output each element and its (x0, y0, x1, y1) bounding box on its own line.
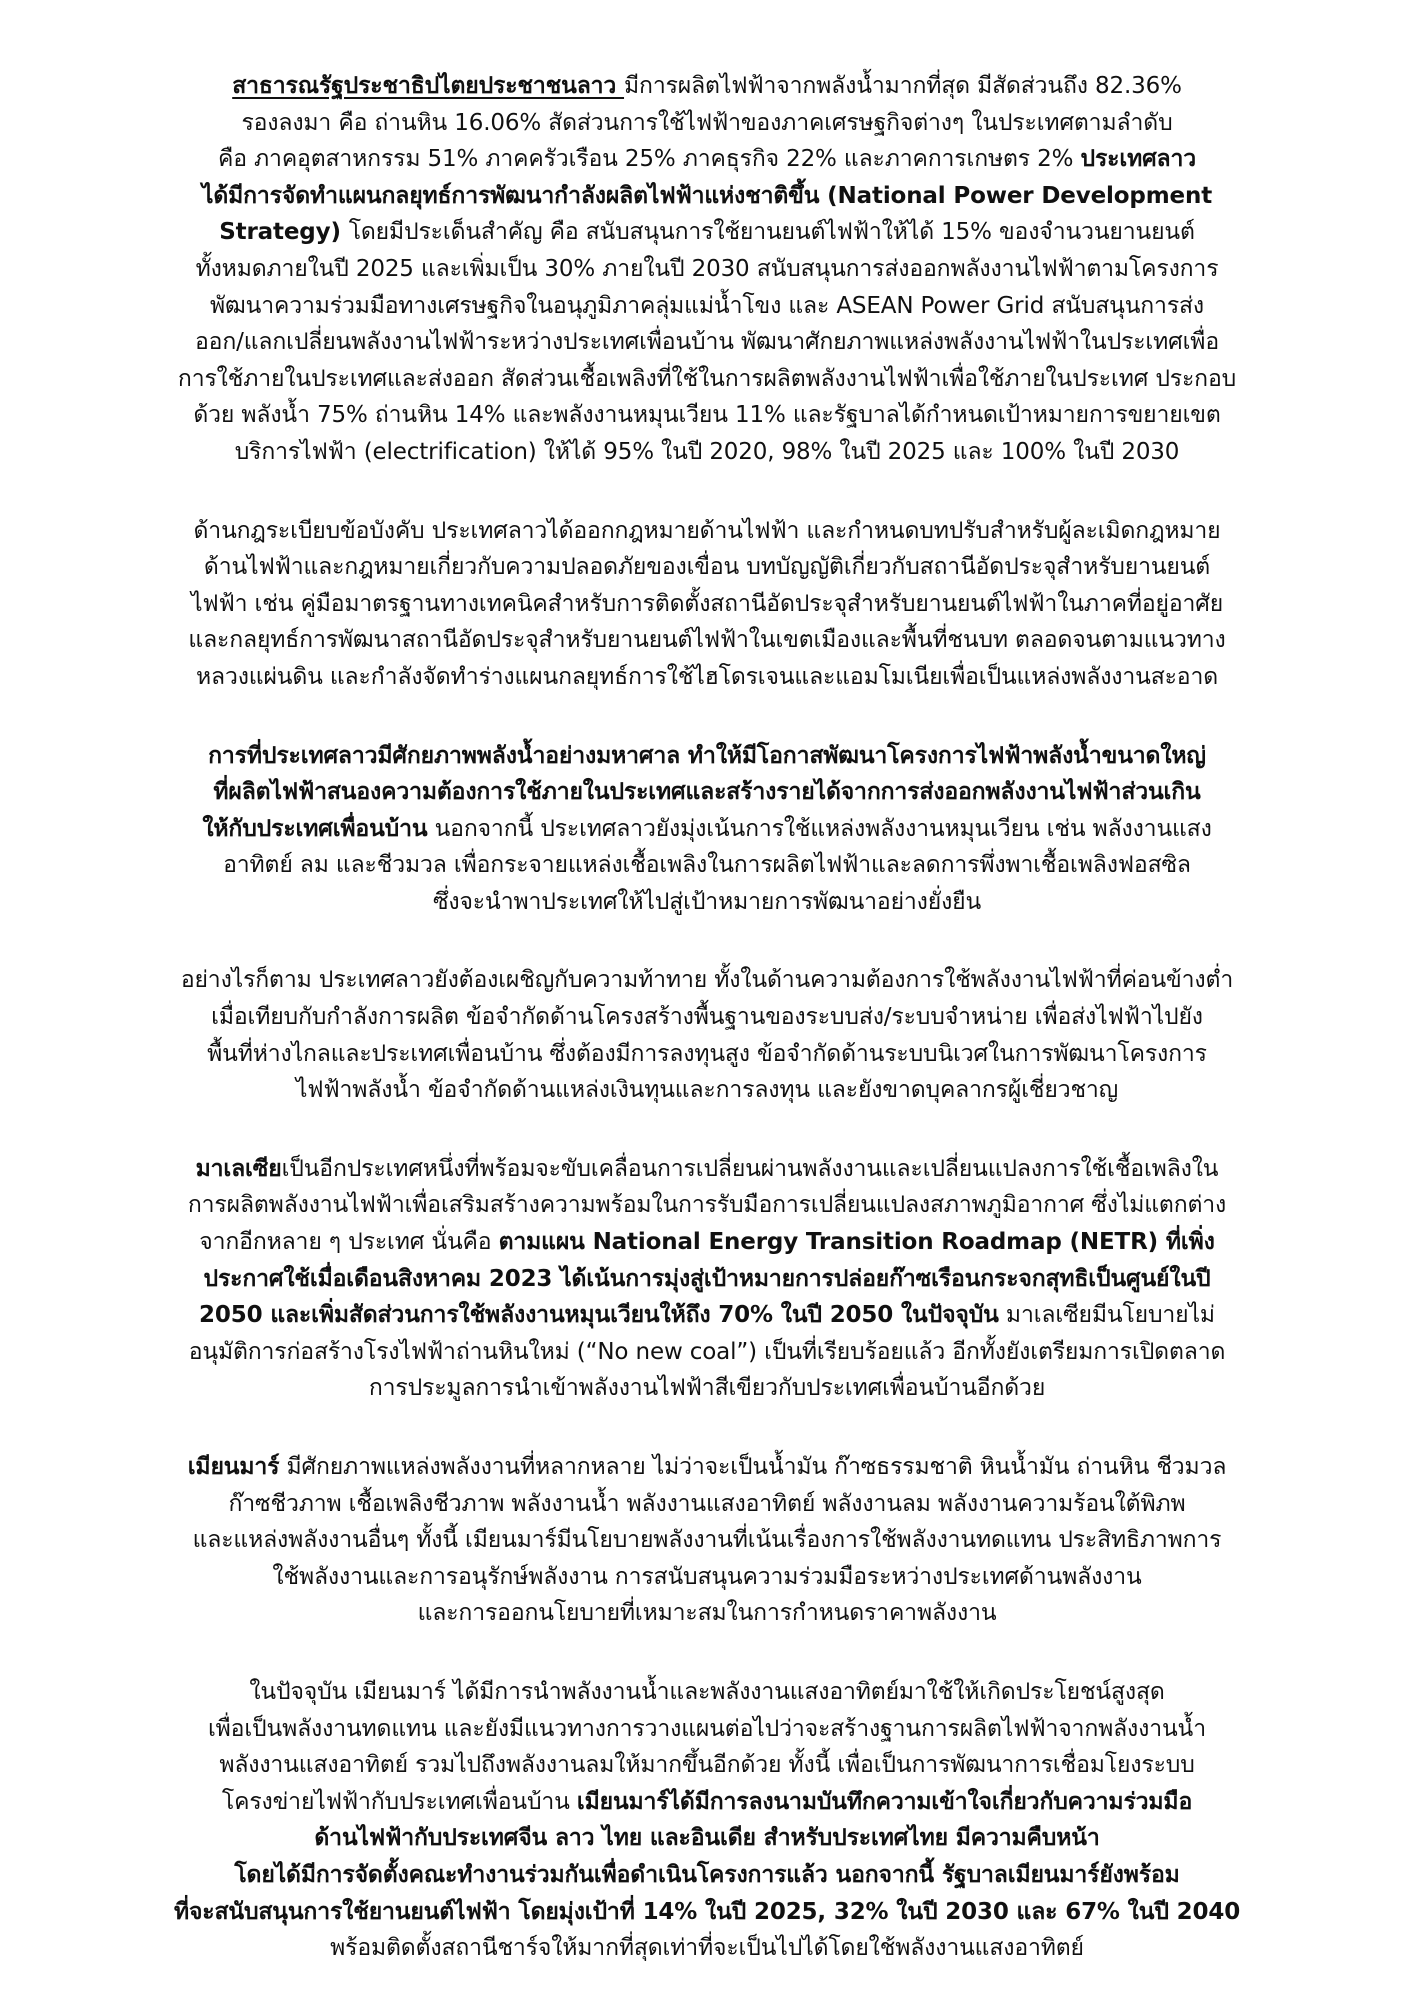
text-line (118, 1784, 1296, 1821)
text-line (118, 178, 1296, 215)
text-line (118, 1036, 1296, 1073)
body-text: หลวงแผ่นดิน และกำลังจัดทำร่างแผนกลยุทธ์การใช้ไฮโดรเจนและแอมโมเนียเพื่อเป็นแหล่งพลังงานสะอาด (195, 663, 1219, 690)
body-text: และแหล่งพลังงานอื่นๆ ทั้งนี้ เมียนมาร์มีนโยบายพลังงานที่เน้นเรื่องการใช้พลังงานทดแทน ประสิทธิภาพการ (192, 1527, 1222, 1554)
body-text: ทั้งหมดภายในปี 2025 และเพิ่มเป็น 30% ภายในปี 2030 สนับสนุนการส่งออกพลังงานไฟฟ้าตามโครงการ (195, 255, 1219, 282)
text-line (118, 622, 1296, 659)
body-text: การผลิตพลังงานไฟฟ้าเพื่อเสริมสร้างความพร้อมในการรับมือการเปลี่ยนแปลงสภาพภูมิอากาศ ซึ่งไม่แตกต่าง (187, 1192, 1227, 1219)
text-line (118, 1595, 1296, 1632)
body-text: มีการผลิตไฟฟ้าจากพลังน้ำมากที่สุด มีสัดส่วนถึง 82.36% (624, 73, 1182, 99)
text-line (118, 1072, 1296, 1109)
paragraph (118, 962, 1296, 1108)
bold-text: ประกาศใช้เมื่อเดือนสิงหาคม 2023 ได้เน้นการมุ่งสู่เป้าหมายการปล่อยก๊าซเรือนกระจกสุทธิเป็นศูนย์ในปี (203, 1265, 1211, 1292)
text-line (118, 738, 1296, 775)
body-text: ไฟฟ้าพลังน้ำ ข้อจำกัดด้านแหล่งเงินทุนและการลงทุน และยังขาดบุคลากรผู้เชี่ยวชาญ (295, 1077, 1119, 1104)
text-line (118, 397, 1296, 434)
text-line (118, 1857, 1296, 1894)
bold-text: เมียนมาร์ (187, 1454, 280, 1480)
body-text: ในปัจจุบัน เมียนมาร์ ได้มีการนำพลังงานน้ำและพลังงานแสงอาทิตย์มาใช้ให้เกิดประโยชน์สูงสุด (249, 1678, 1165, 1705)
bold-text: ได้มีการจัดทำแผนกลยุทธ์การพัฒนากำลังผลิตไฟฟ้าแห่งชาติขึ้น (National Power Development (201, 182, 1213, 209)
text-line (118, 251, 1296, 288)
body-text: โครงข่ายไฟฟ้ากับประเทศเพื่อนบ้าน (221, 1788, 577, 1815)
body-text: ก๊าซชีวภาพ เชื้อเพลิงชีวภาพ พลังงานน้ำ พลังงานแสงอาทิตย์ พลังงานลม พลังงานความร้อนใต้พิภพ (228, 1490, 1186, 1517)
text-line (118, 847, 1296, 884)
body-text: ออก/แลกเปลี่ยนพลังงานไฟฟ้าระหว่างประเทศเพื่อนบ้าน พัฒนาศักยภาพแหล่งพลังงานไฟฟ้าในประเทศเพื่อ (195, 329, 1219, 356)
body-text: การประมูลการนำเข้าพลังงานไฟฟ้าสีเขียวกับประเทศเพื่อนบ้านอีกด้วย (368, 1375, 1046, 1402)
text-line (118, 884, 1296, 921)
bold-text: โดยได้มีการจัดตั้งคณะทำงานร่วมกันเพื่อดำเนินโครงการแล้ว นอกจากนี้ รัฐบาลเมียนมาร์ยังพร้อม (234, 1861, 1180, 1888)
paragraph (118, 1449, 1296, 1632)
text-line (118, 288, 1296, 325)
text-line (118, 659, 1296, 696)
text-line (118, 1820, 1296, 1857)
body-text: พื้นที่ห่างไกลและประเทศเพื่อนบ้าน ซึ่งต้องมีการลงทุนสูง ข้อจำกัดด้านระบบนิเวศในการพัฒนาโครงการ (207, 1040, 1207, 1067)
body-text: ใช้พลังงานและการอนุรักษ์พลังงาน การสนับสนุนความร่วมมือระหว่างประเทศด้านพลังงาน (272, 1563, 1142, 1590)
body-text: อาทิตย์ ลม และชีวมวล เพื่อกระจายแหล่งเชื้อเพลิงในการผลิตไฟฟ้าและลดการพึ่งพาเชื้อเพลิงฟอสซิล (223, 852, 1191, 879)
text-line (118, 1674, 1296, 1711)
bold-text: 2050 และเพิ่มสัดส่วนการใช้พลังงานหมุนเวียนให้ถึง 70% ในปี 2050 ในปัจจุบัน (199, 1302, 999, 1329)
text-line (118, 1747, 1296, 1784)
text-line (118, 1151, 1296, 1188)
body-text: การใช้ภายในประเทศและส่งออก สัดส่วนเชื้อเพลิงที่ใช้ในการผลิตพลังงานไฟฟ้าเพื่อใช้ภายในประเทศ ประกอบ (177, 365, 1237, 392)
body-text: ด้วย พลังน้ำ 75% ถ่านหิน 14% และพลังงานหมุนเวียน 11% และรัฐบาลได้กำหนดเป้าหมายการขยายเขต (193, 402, 1221, 429)
body-text: ไฟฟ้า เช่น คู่มือมาตรฐานทางเทคนิคสำหรับการติดตั้งสถานีอัดประจุสำหรับยานยนต์ไฟฟ้าในภาคที่อยู่อาศัย (190, 590, 1224, 617)
bold-text: ที่จะสนับสนุนการใช้ยานยนต์ไฟฟ้า โดยมุ่งเป้าที่ 14% ในปี 2025, 32% ในปี 2030 และ 67% ในปี 2040 (173, 1898, 1241, 1925)
bold-text: ประเทศลาว (1080, 146, 1197, 173)
text-line (118, 1894, 1296, 1931)
text-line (118, 811, 1296, 848)
bold-text: การที่ประเทศลาวมีศักยภาพพลังน้ำอย่างมหาศาล ทำให้มีโอกาสพัฒนาโครงการไฟฟ้าพลังน้ำขนาดใหญ่ (208, 742, 1206, 769)
text-line (118, 324, 1296, 361)
bold-text: ให้กับประเทศเพื่อนบ้าน (202, 815, 428, 842)
body-text: บริการไฟฟ้า (electrification) ให้ได้ 95% ในปี 2020, 98% ในปี 2025 และ 100% ในปี 2030 (234, 438, 1180, 465)
bold-text: ด้านไฟฟ้ากับประเทศจีน ลาว ไทย และอินเดีย สำหรับประเทศไทย มีความคืบหน้า (314, 1825, 1100, 1852)
bold-text: ตามแผน National Energy Transition Roadmap (NETR) ที่เพิ่ง (498, 1229, 1215, 1256)
text-line (118, 774, 1296, 811)
bold-text: Strategy) (219, 219, 349, 246)
body-text: พร้อมติดตั้งสถานีชาร์จให้มากที่สุดเท่าที่จะเป็นไปได้โดยใช้พลังงานแสงอาทิตย์ (330, 1935, 1084, 1962)
text-line (118, 1297, 1296, 1334)
text-line (118, 1449, 1296, 1486)
body-text: ด้านไฟฟ้าและกฎหมายเกี่ยวกับความปลอดภัยของเขื่อน บทบัญญัติเกี่ยวกับสถานีอัดประจุสำหรับยานยนต์ (203, 554, 1211, 581)
bold-text: มาเลเซีย (195, 1155, 282, 1182)
text-line (118, 1187, 1296, 1224)
text-line (118, 1930, 1296, 1967)
text-line (118, 1370, 1296, 1407)
text-line (118, 962, 1296, 999)
text-line (118, 549, 1296, 586)
text-line (118, 434, 1296, 471)
text-line (118, 1711, 1296, 1748)
body-text: จากอีกหลาย ๆ ประเทศ นั่นคือ (199, 1229, 499, 1256)
text-line (118, 999, 1296, 1036)
body-text: อนุมัติการก่อสร้างโรงไฟฟ้าถ่านหินใหม่ (“No new coal”) เป็นที่เรียบร้อยแล้ว อีกทั้งยังเตรียมการเปิดตลาด (188, 1338, 1226, 1365)
body-text: เป็นอีกประเทศหนึ่งที่พร้อมจะขับเคลื่อนการเปลี่ยนผ่านพลังงานและเปลี่ยนแปลงการใช้เชื้อเพลิงใน (281, 1155, 1219, 1182)
bold-text: สาธารณรัฐประชาธิปไตยประชาชนลาว (232, 73, 625, 99)
bold-text: ที่ผลิตไฟฟ้าสนองความต้องการใช้ภายในประเทศและสร้างรายได้จากการส่งออกพลังงานไฟฟ้าส่วนเกิน (213, 779, 1201, 806)
body-text: และกลยุทธ์การพัฒนาสถานีอัดประจุสำหรับยานยนต์ไฟฟ้าในเขตเมืองและพื้นที่ชนบท ตลอดจนตามแนวทาง (188, 627, 1226, 654)
paragraph (118, 1674, 1296, 1967)
text-line (118, 586, 1296, 623)
body-text: ด้านกฎระเบียบข้อบังคับ ประเทศลาวได้ออกกฎหมายด้านไฟฟ้า และกำหนดบทปรับสำหรับผู้ละเมิดกฎหมาย (193, 517, 1221, 544)
body-text: รองลงมา คือ ถ่านหิน 16.06% สัดส่วนการใช้ไฟฟ้าของภาคเศรษฐกิจต่างๆ ในประเทศตามลำดับ (241, 109, 1173, 136)
text-line (118, 214, 1296, 251)
body-text: อย่างไรก็ตาม ประเทศลาวยังต้องเผชิญกับความท้าทาย ทั้งในด้านความต้องการใช้พลังงานไฟฟ้าที่ค่อนข้างต่ำ (180, 967, 1234, 994)
text-line (118, 1261, 1296, 1298)
text-line (118, 141, 1296, 178)
text-line (118, 1522, 1296, 1559)
body-text: พัฒนาความร่วมมือทางเศรษฐกิจในอนุภูมิภาคลุ่มแม่น้ำโขง และ ASEAN Power Grid สนับสนุนการส่ง (210, 292, 1204, 319)
text-line (118, 513, 1296, 550)
text-line (118, 1559, 1296, 1596)
text-line (118, 361, 1296, 398)
paragraph (118, 513, 1296, 696)
body-text: โดยมีประเด็นสำคัญ คือ สนับสนุนการใช้ยานยนต์ไฟฟ้าให้ได้ 15% ของจำนวนยานยนต์ (348, 219, 1195, 246)
body-text: พลังงานแสงอาทิตย์ รวมไปถึงพลังงานลมให้มากขึ้นอีกด้วย ทั้งนี้ เพื่อเป็นการพัฒนาการเชื่อมโยงระบบ (219, 1752, 1195, 1779)
text-line (118, 1224, 1296, 1261)
paragraph (118, 738, 1296, 921)
bold-text: เมียนมาร์ได้มีการลงนามบันทึกความเข้าใจเกี่ยวกับความร่วมมือ (576, 1788, 1193, 1815)
body-text: เมื่อเทียบกับกำลังการผลิต ข้อจำกัดด้านโครงสร้างพื้นฐานของระบบส่ง/ระบบจำหน่าย เพื่อส่งไฟฟ้าไปยัง (211, 1004, 1203, 1031)
paragraph (118, 1151, 1296, 1407)
text-line (118, 68, 1296, 105)
body-text: นอกจากนี้ ประเทศลาวยังมุ่งเน้นการใช้แหล่งพลังงานหมุนเวียน เช่น พลังงานแสง (427, 815, 1212, 842)
text-line (118, 105, 1296, 142)
body-text: มาเลเซียมีนโยบายไม่ (998, 1302, 1215, 1329)
paragraph (118, 68, 1296, 471)
body-text: ซึ่งจะนำพาประเทศให้ไปสู่เป้าหมายการพัฒนาอย่างยั่งยืน (432, 888, 982, 915)
body-text: คือ ภาคอุตสาหกรรม 51% ภาคครัวเรือน 25% ภาคธุรกิจ 22% และภาคการเกษตร 2% (217, 146, 1081, 173)
body-text: และการออกนโยบายที่เหมาะสมในการกำหนดราคาพลังงาน (417, 1600, 997, 1627)
body-text: มีศักยภาพแหล่งพลังงานที่หลากหลาย ไม่ว่าจะเป็นน้ำมัน ก๊าซธรรมชาติ หินน้ำมัน ถ่านหิน ชีวมวล (279, 1454, 1227, 1480)
text-line (118, 1334, 1296, 1371)
body-text: เพื่อเป็นพลังงานทดแทน และยังมีแนวทางการวางแผนต่อไปว่าจะสร้างฐานการผลิตไฟฟ้าจากพลังงานน้ำ (207, 1715, 1207, 1742)
text-line (118, 1486, 1296, 1523)
